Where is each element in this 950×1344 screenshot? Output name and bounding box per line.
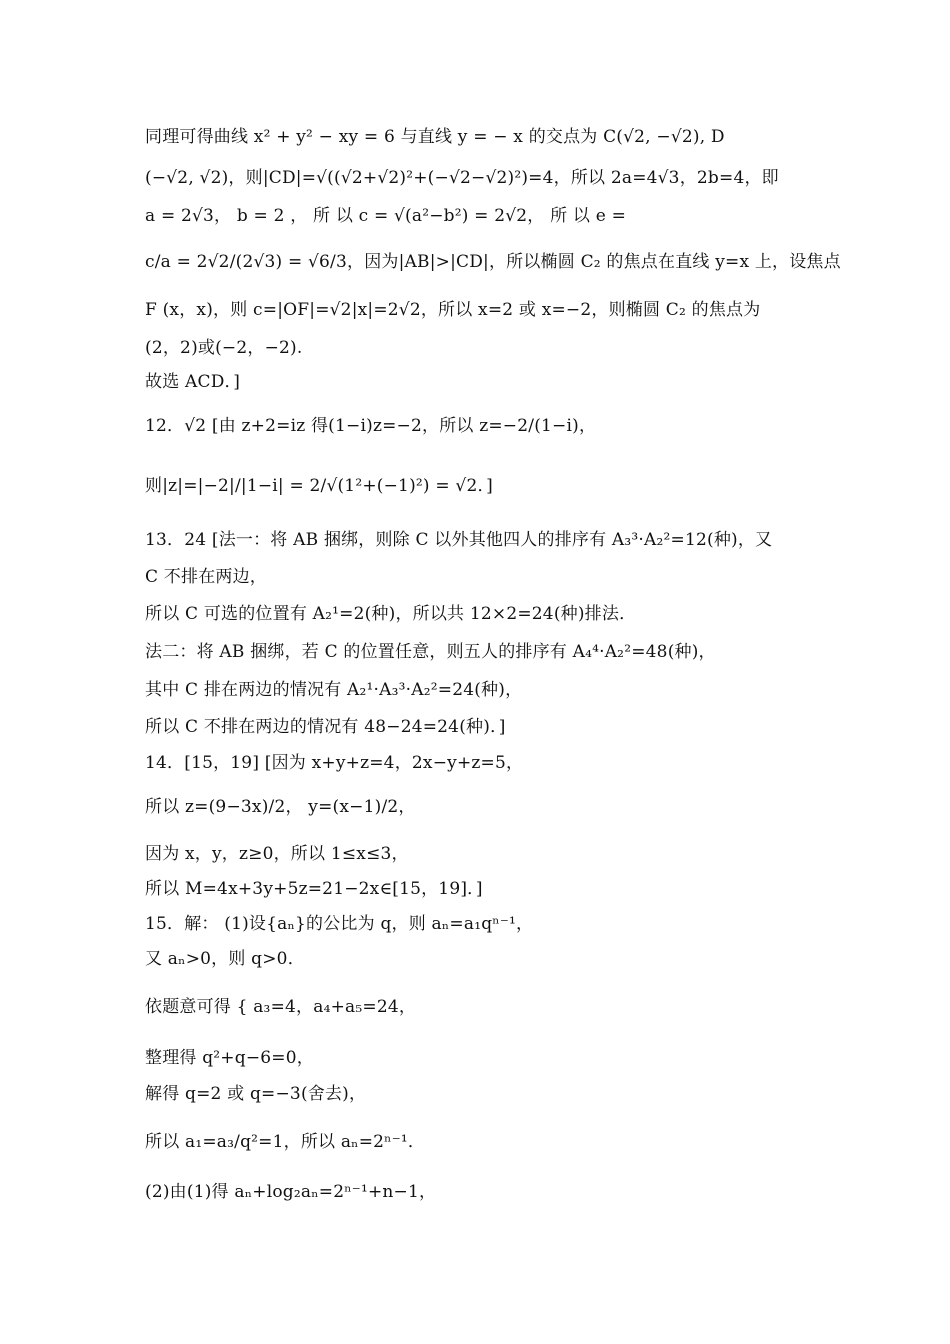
text-line: 所以 a₁=a₃/q²=1，所以 aₙ=2ⁿ⁻¹． — [145, 1132, 426, 1152]
text-line: 解得 q=2 或 q=−3(舍去)， — [145, 1084, 367, 1104]
text-line: 整理得 q²+q−6=0， — [145, 1048, 314, 1068]
text-line: 12．√2 [由 z+2=iz 得(1−i)z=−2，所以 z=−2/(1−i)， — [145, 416, 597, 436]
text-line: 法二：将 AB 捆绑，若 C 的位置任意，则五人的排序有 A₄⁴·A₂²=48(种)， — [145, 642, 716, 662]
text-line: 15．解： (1)设{aₙ}的公比为 q，则 aₙ=a₁qⁿ⁻¹， — [145, 914, 534, 934]
text-line: (2，2)或(−2，−2). — [145, 338, 303, 358]
text-line: 其中 C 排在两边的情况有 A₂¹·A₃³·A₂²=24(种)， — [145, 680, 523, 700]
text-line: 13．24 [法一：将 AB 捆绑，则除 C 以外其他四人的排序有 A₃³·A₂²=12(种)，又 — [145, 530, 773, 550]
text-line: c/a = 2√2/(2√3) = √6/3，因为|AB|>|CD|，所以椭圆 C₂ 的焦点在直线 y=x 上，设焦点 — [145, 252, 841, 272]
text-line: C 不排在两边， — [145, 567, 268, 587]
text-line: 所以 C 不排在两边的情况有 48−24=24(种)．] — [145, 717, 506, 737]
text-line: a = 2√3， b = 2 ， 所 以 c = √(a²−b²) = 2√2， 所 以 e = — [145, 206, 627, 226]
text-line: 同理可得曲线 x² + y² − xy = 6 与直线 y = − x 的交点为 C(√2, −√2), D — [145, 127, 725, 147]
text-line: 又 aₙ>0，则 q>0． — [145, 949, 305, 969]
text-line: 因为 x，y，z≥0，所以 1≤x≤3， — [145, 844, 409, 864]
text-line: (−√2, √2)，则|CD|=√((√2+√2)²+(−√2−√2)²)=4，所以 2a=4√3，2b=4，即 — [145, 168, 779, 188]
text-line: 所以 C 可选的位置有 A₂¹=2(种)，所以共 12×2=24(种)排法． — [145, 604, 637, 624]
text-line: 所以 M=4x+3y+5z=21−2x∈[15，19]．] — [145, 879, 483, 899]
text-line: 故选 ACD．] — [145, 372, 241, 392]
text-line: F (x，x)，则 c=|OF|=√2|x|=2√2，所以 x=2 或 x=−2，则椭圆 C₂ 的焦点为 — [145, 300, 761, 320]
text-line: 则|z|=|−2|/|1−i| = 2/√(1²+(−1)²) = √2．] — [145, 476, 493, 496]
text-line: (2)由(1)得 aₙ+log₂aₙ=2ⁿ⁻¹+n−1， — [145, 1182, 437, 1202]
text-line: 所以 z=(9−3x)/2， y=(x−1)/2， — [145, 797, 416, 817]
text-line: 依题意可得 { a₃=4，a₄+a₅=24， — [145, 997, 417, 1017]
text-line: 14．[15，19] [因为 x+y+z=4，2x−y+z=5， — [145, 753, 524, 773]
